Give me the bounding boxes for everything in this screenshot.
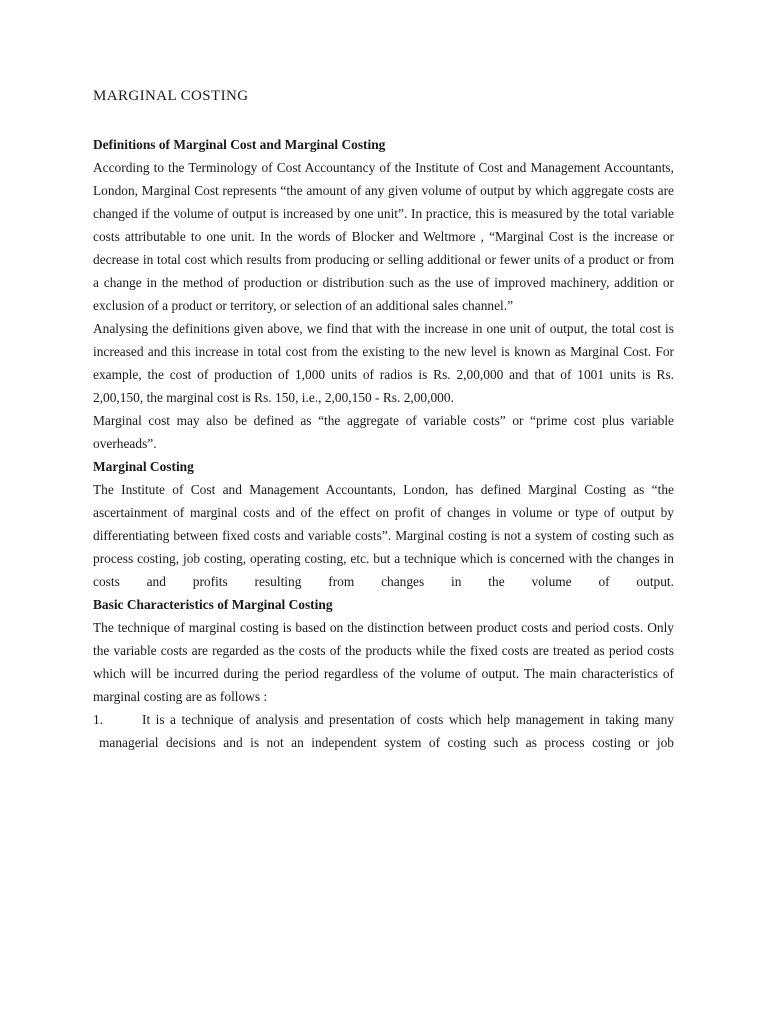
section-heading-marginal-costing: Marginal Costing (93, 459, 194, 474)
document-page (93, 86, 674, 754)
paragraph-marginal-costing-definition: The Institute of Cost and Management Accountants, London, has defined Marginal Costing as “the ascertainment of marginal costs and of the effect on profit of changes in volume or type of output by differentiating between fixed costs and variable costs”. Marginal costing is not a system of costing such as process costing, job costing, operating costing, etc. but a technique which is concerned with the changes in costs and profits resulting from changes in the volume of output. (93, 482, 674, 589)
list-item (93, 708, 674, 754)
document-title: MARGINAL COSTING (93, 88, 249, 104)
list-item-number: 1. (93, 712, 104, 727)
paragraph-characteristics-intro: The technique of marginal costing is based on the distinction between product costs and period costs. Only the variable costs are regarded as the costs of the products while the fixed costs are treated as period costs which will be incurred during the period regardless of the volume of output. The main characteristics of marginal costing are as follows : (93, 620, 674, 704)
list-item-first-line (93, 708, 674, 731)
section-heading-definitions: Definitions of Marginal Cost and Marginal Costing (93, 137, 386, 152)
paragraph-definition-marginal-cost: According to the Terminology of Cost Accountancy of the Institute of Cost and Management Accountants, London, Marginal Cost represents “the amount of any given volume of output by which aggregate costs are changed if the volume of output is increased by one unit”. In practice, this is measured by the total variable costs attributable to one unit. In the words of Blocker and Weltmore , “Marginal Cost is the increase or decrease in total cost which results from producing or selling additional or fewer units of a product or from a change in the method of production or distribution such as the use of improved machinery, addition or exclusion of a product or territory, or selection of an additional sales channel.” (93, 160, 674, 313)
section-heading-characteristics: Basic Characteristics of Marginal Costing (93, 597, 333, 612)
paragraph-aggregate-definition: Marginal cost may also be defined as “the aggregate of variable costs” or “prime cost plus variable overheads”. (93, 413, 674, 451)
list-item-text-line1: It is a technique of analysis and presentation of costs which help management in taking many (142, 712, 674, 727)
paragraph-analysis: Analysing the definitions given above, we find that with the increase in one unit of output, the total cost is increased and this increase in total cost from the existing to the new level is known as Marginal Cost. For example, the cost of production of 1,000 units of radios is Rs. 2,00,000 and that of 1001 units is Rs. 2,00,150, the marginal cost is Rs. 150, i.e., 2,00,150 - Rs. 2,00,000. (93, 321, 674, 405)
list-item-text-line2: managerial decisions and is not an independent system of costing such as process costing or job (99, 735, 674, 750)
